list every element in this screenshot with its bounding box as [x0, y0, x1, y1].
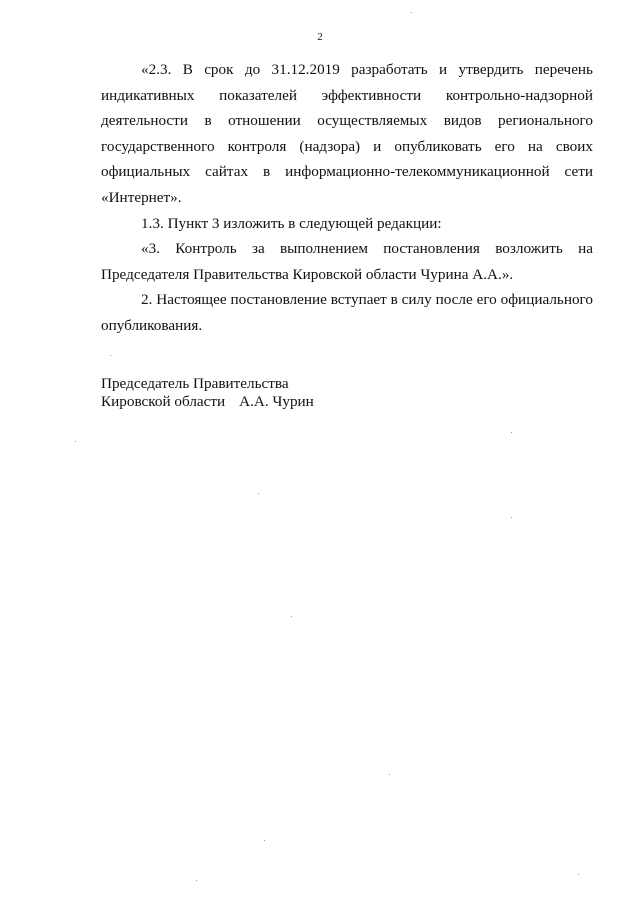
scan-speck [411, 12, 412, 13]
paragraph-1-3: 1.3. Пункт 3 изложить в следующей редакции: [141, 214, 442, 232]
scan-speck [75, 441, 76, 442]
signature-title-line2 [101, 393, 314, 411]
scan-speck [511, 432, 512, 433]
page-number: 2 [317, 31, 323, 43]
paragraph-2-effective: 2. Настоящее постановление вступает в силу после его официального опубликования. [101, 291, 593, 334]
paragraph-3-control: «3. Контроль за выполнением постановления возложить на Председателя Правительства Кировской области Чурина А.А.». [101, 240, 593, 283]
scan-speck [578, 874, 579, 875]
signature-block [101, 375, 314, 411]
scan-speck [110, 355, 111, 356]
scan-speck [291, 616, 292, 617]
scan-speck [511, 517, 512, 518]
signature-region: Кировской области [101, 393, 226, 410]
signature-name: А.А. Чурин [239, 393, 314, 410]
scan-speck [196, 880, 197, 881]
signature-title-line1: Председатель Правительства [101, 375, 289, 392]
scan-speck [264, 840, 265, 841]
scan-speck [389, 774, 390, 775]
scan-speck [258, 493, 259, 494]
paragraph-2-3: «2.3. В срок до 31.12.2019 разработать и утвердить перечень индикативных показателей эффективности контрольно-надзорной деятельности в отношении осуществляемых видов регионального государственного контроля (надзора) и опубликовать его на своих официальных сайтах в информационно-телекоммуникационной сети «Интернет». [101, 61, 593, 206]
document-body [101, 57, 593, 339]
